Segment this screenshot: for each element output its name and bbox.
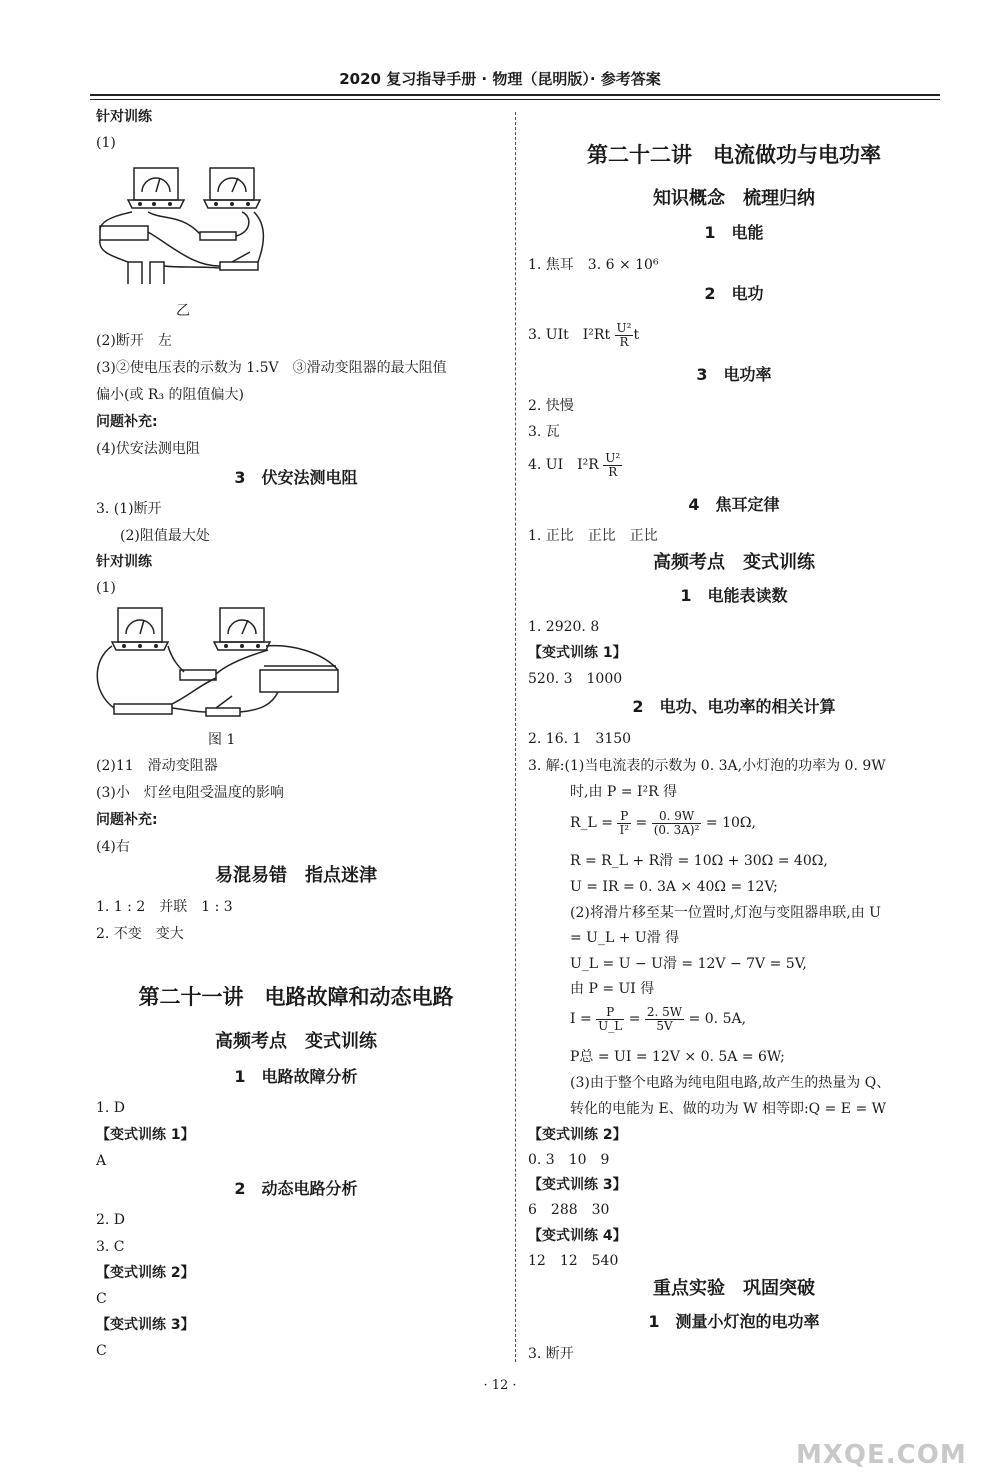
- battery-2: [150, 262, 164, 284]
- k4-title: 4 焦耳定律: [688, 495, 780, 514]
- left-item-1-1: (1): [96, 135, 116, 151]
- left-item-2-4: (4)右: [96, 839, 130, 855]
- k3-fraction: $\frac{\text{U²}}{R}$: [605, 450, 621, 479]
- k3-item-4: 4. UI I²R $\frac{\text{U²}}{R}$: [528, 450, 621, 479]
- k2-fraction: $\frac{\text{U²}}{R}$: [616, 320, 632, 349]
- left-item-1-3a: (3)②使电压表的示数为 1.5V ③滑动变阻器的最大阻值: [96, 360, 447, 376]
- l21-variant-1-label: 【变式训练 1】: [96, 1127, 195, 1143]
- hf2-variant-4-label: 【变式训练 4】: [528, 1228, 627, 1244]
- hf2-variant-4-answer: 12 12 540: [528, 1253, 619, 1269]
- watermark-logo: MXQE.COM: [796, 1440, 967, 1470]
- k3-item-3: 3. 瓦: [528, 424, 560, 440]
- voltmeter-1-body: [210, 168, 254, 200]
- hf2-item-3a: 3. 解:(1)当电流表的示数为 0. 3A,小灯泡的功率为 0. 9W: [528, 758, 886, 774]
- lamp-holder: [180, 670, 216, 680]
- hf2-item-3e: 由 P = UI 得: [570, 981, 655, 997]
- hf2-variant-2-label: 【变式训练 2】: [528, 1127, 627, 1143]
- hf2-variant-3-answer: 6 288 30: [528, 1202, 610, 1218]
- k3-item-2: 2. 快慢: [528, 398, 574, 414]
- l21-variant-2-label: 【变式训练 2】: [96, 1265, 195, 1281]
- l21-section-2-title: 2 动态电路分析: [234, 1179, 358, 1198]
- hf1-item-1: 1. 2920. 8: [528, 619, 600, 635]
- k4-item-1: 1. 正比 正比 正比: [528, 528, 658, 544]
- switch-1-base: [220, 262, 258, 270]
- hf2-item-3c: (2)将滑片移至某一位置时,灯泡与变阻器串联,由 U: [570, 905, 881, 921]
- hf1-variant-1-label: 【变式训练 1】: [528, 645, 627, 661]
- hf2-variant-2-answer: 0. 3 10 9: [528, 1152, 610, 1168]
- l21-variant-3-label: 【变式训练 3】: [96, 1317, 195, 1333]
- hf2-item-2: 2. 16. 1 3150: [528, 731, 632, 747]
- l21-item-2: 2. D: [96, 1212, 126, 1228]
- k2-title: 2 电功: [704, 284, 764, 303]
- figure-2-caption: 图 1: [208, 732, 236, 748]
- equation-1: R_L = $\frac{P}{\text{I²}}$ = $\frac{0. 9W}{\text{(0. 3A)²}}$ = 10Ω,: [570, 808, 756, 837]
- left-question-supplement-2: 问题补充:: [96, 812, 158, 828]
- hf2-item-3f: (3)由于整个电路为纯电阻电路,故产生的热量为 Q、: [570, 1075, 891, 1091]
- experiment-1-title: 1 测量小灯泡的电功率: [648, 1312, 820, 1331]
- hf1-title: 1 电能表读数: [680, 586, 788, 605]
- battery-pack: [114, 704, 172, 714]
- page-header: 2020 复习指导手册 · 物理（昆明版）· 参考答案: [339, 70, 661, 88]
- k2-item-1: 3. UIt I²Rt $\frac{\text{U²}}{R}$ t: [528, 320, 640, 349]
- hf2-variant-3-label: 【变式训练 3】: [528, 1177, 627, 1193]
- rheostat-2: [260, 670, 338, 692]
- hf1-variant-1-answer: 520. 3 1000: [528, 671, 623, 687]
- hf2-title: 2 电功、电功率的相关计算: [632, 697, 836, 716]
- l21-variant-2-answer: C: [96, 1291, 107, 1307]
- battery-1: [128, 262, 142, 284]
- equation-5: I = $\frac{P}{U\_L}$ = $\frac{2. 5W}{5V}$ = 0. 5A,: [570, 1004, 747, 1033]
- mix-item-2: 2. 不变 变大: [96, 926, 184, 942]
- header-rule-thin: [90, 99, 940, 100]
- header-rule-thick: [90, 94, 940, 96]
- hf2-item-3b: 时,由 P = I²R 得: [570, 784, 678, 800]
- page-number: · 12 ·: [483, 1378, 517, 1393]
- left-item-2-3: (3)小 灯丝电阻受温度的影响: [96, 785, 284, 801]
- left-item-2-2: (2)11 滑动变阻器: [96, 758, 218, 774]
- l21-item-3: 3. C: [96, 1239, 125, 1255]
- experiment-1-item-3: 3. 断开: [528, 1346, 574, 1362]
- lecture-21-subtitle: 高频考点 变式训练: [215, 1031, 377, 1052]
- equation-3: U = IR = 0. 3A × 40Ω = 12V;: [570, 879, 778, 895]
- k1-item-1: 1. 焦耳 3. 6 × 10⁶: [528, 257, 659, 273]
- left-item-1-4: (4)伏安法测电阻: [96, 441, 200, 457]
- figure-1-caption: 乙: [176, 303, 190, 319]
- hf2-item-3g: 转化的电能为 E、做的功为 W 相等即:Q = E = W: [570, 1101, 887, 1117]
- k1-title: 1 电能: [704, 223, 764, 242]
- equation-2: R = R_L + R滑 = 10Ω + 30Ω = 40Ω,: [570, 853, 828, 869]
- rheostat-1: [100, 226, 148, 240]
- section-3-item-1: 3. (1)断开: [96, 501, 162, 517]
- section-3-item-2: (2)阻值最大处: [120, 528, 210, 544]
- column-divider: [515, 112, 516, 1362]
- left-item-1-3b: 偏小(或 R₃ 的阻值偏大): [96, 387, 244, 403]
- section-3-title: 3 伏安法测电阻: [234, 468, 358, 487]
- k3-title: 3 电功率: [696, 365, 772, 384]
- lecture-21-title: 第二十一讲 电路故障和动态电路: [138, 985, 454, 1009]
- resistor-1: [200, 232, 236, 240]
- left-training-label-2: 针对训练: [96, 554, 152, 570]
- l21-variant-3-answer: C: [96, 1343, 107, 1359]
- ammeter-2-body: [118, 608, 162, 642]
- mix-item-1: 1. 1 : 2 并联 1 : 3: [96, 899, 233, 915]
- voltmeter-2-body: [220, 608, 264, 642]
- lecture-22-title: 第二十二讲 电流做功与电功率: [587, 143, 881, 167]
- circuit-diagram-1: [92, 156, 282, 284]
- switch-2-base: [206, 708, 240, 716]
- equation-4: U_L = U − U滑 = 12V − 7V = 5V,: [570, 956, 807, 972]
- lecture-22-subtitle: 知识概念 梳理归纳: [653, 188, 815, 209]
- hf2-item-3d: = U_L + U滑 得: [570, 930, 680, 946]
- circuit-diagram-2: [92, 600, 352, 728]
- hf-title: 高频考点 变式训练: [653, 552, 815, 573]
- left-item-2-1: (1): [96, 580, 116, 596]
- left-item-1-2: (2)断开 左: [96, 333, 172, 349]
- equation-6: P总 = UI = 12V × 0. 5A = 6W;: [570, 1049, 785, 1065]
- ammeter-1-body: [134, 168, 178, 200]
- l21-variant-1-answer: A: [96, 1153, 107, 1169]
- mix-section-title: 易混易错 指点迷津: [215, 865, 377, 886]
- left-training-label-1: 针对训练: [96, 109, 152, 125]
- experiment-section-title: 重点实验 巩固突破: [653, 1278, 815, 1299]
- l21-item-1: 1. D: [96, 1100, 126, 1116]
- left-question-supplement-1: 问题补充:: [96, 414, 158, 430]
- l21-section-1-title: 1 电路故障分析: [234, 1067, 358, 1086]
